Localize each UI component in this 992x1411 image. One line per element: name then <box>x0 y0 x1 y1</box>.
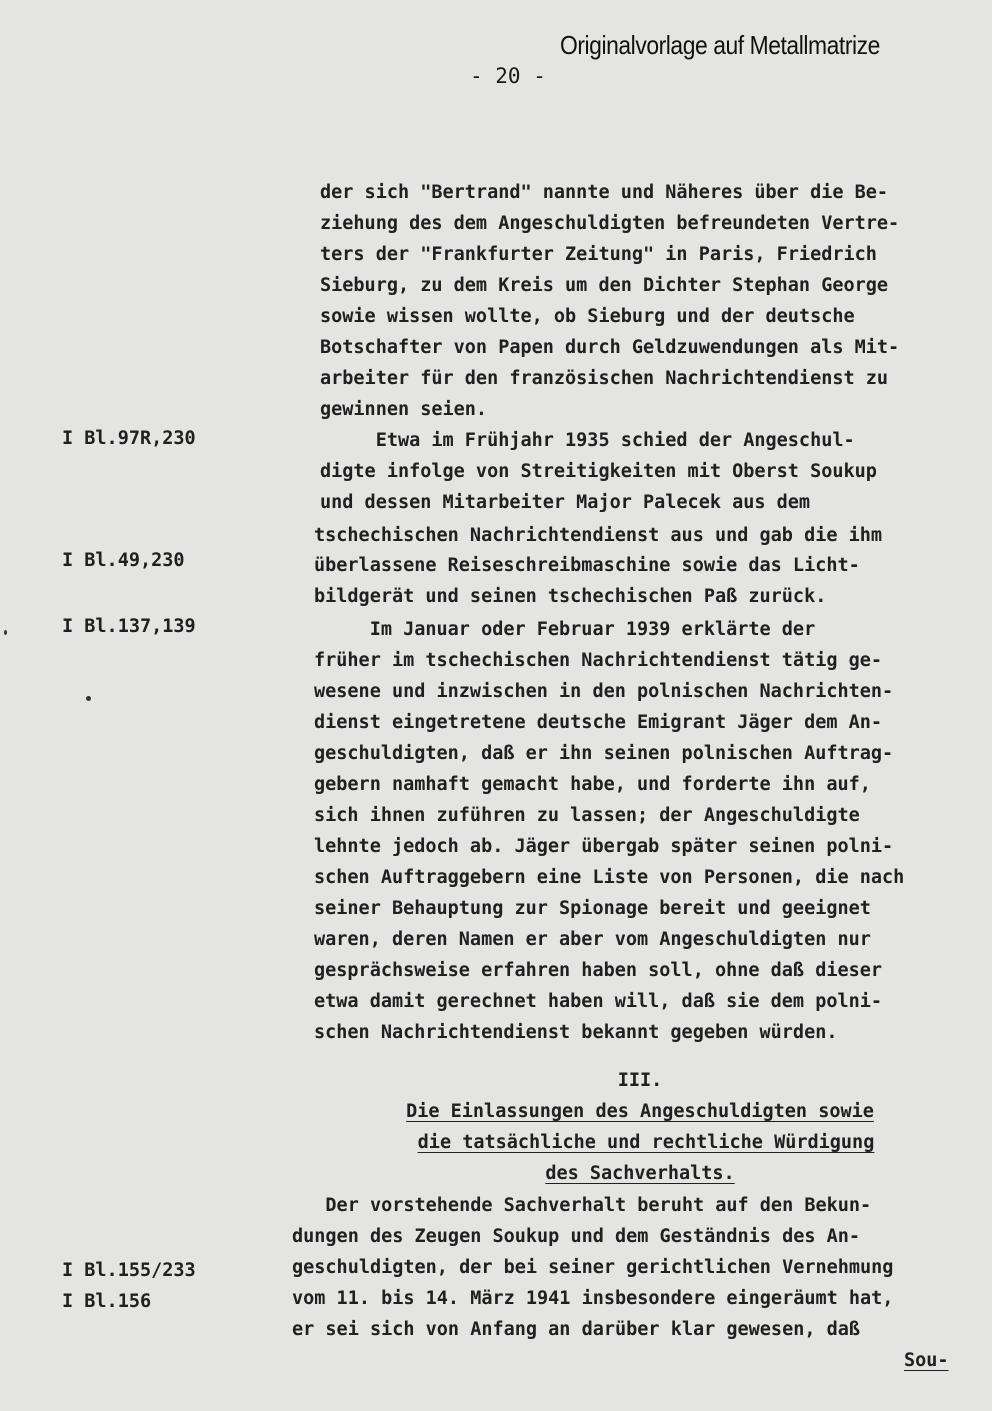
text-line: bildgerät und seinen tschechischen Paß zurück. <box>314 586 827 607</box>
text-line: Im Januar oder Februar 1939 erklärte der <box>314 619 816 640</box>
section-title-line: Die Einlassungen des Angeschuldigten sowie <box>406 1101 874 1122</box>
text-line: lehnte jedoch ab. Jäger übergab später seinen polni- <box>314 836 894 857</box>
text-line: sowie wissen wollte, ob Sieburg und der deutsche <box>320 306 855 327</box>
section-number: III. <box>617 1070 663 1091</box>
text-line: früher im tschechischen Nachrichtendienst tätig ge- <box>314 650 883 671</box>
text-line: er sei sich von Anfang an darüber klar gewesen, daß <box>292 1319 861 1340</box>
section-title-line: des Sachverhalts. <box>545 1163 735 1184</box>
text-line: geschuldigten, daß er ihn seinen polnischen Auftrag- <box>314 743 894 764</box>
text-line: dungen des Zeugen Soukup und dem Geständnis des An- <box>292 1226 861 1247</box>
margin-reference: I Bl.155/233 <box>62 1260 196 1281</box>
text-line: schen Nachrichtendienst bekannt gegeben würden. <box>314 1022 838 1043</box>
text-line: ziehung des dem Angeschuldigten befreundeten Vertre- <box>320 213 900 234</box>
margin-reference: I Bl.97R,230 <box>62 428 196 449</box>
margin-reference: I Bl.137,139 <box>62 616 196 637</box>
ink-speck <box>86 696 91 701</box>
text-line: geschuldigten, der bei seiner gerichtlichen Vernehmung <box>292 1257 894 1278</box>
page-number: - 20 - <box>470 64 546 88</box>
text-line: Etwa im Frühjahr 1935 schied der Angeschul- <box>320 430 855 451</box>
margin-reference: I Bl.49,230 <box>62 550 185 571</box>
text-line: der sich "Bertrand" nannte und Näheres über die Be- <box>320 182 889 203</box>
text-line: sich ihnen zuführen zu lassen; der Angeschuldigte <box>314 805 860 826</box>
text-line: und dessen Mitarbeiter Major Palecek aus dem <box>320 492 811 513</box>
section-title-line: die tatsächliche und rechtliche Würdigung <box>417 1132 875 1153</box>
text-line: vom 11. bis 14. März 1941 insbesondere eingeräumt hat, <box>292 1288 894 1309</box>
text-line: tschechischen Nachrichtendienst aus und gab die ihm <box>314 525 883 546</box>
text-line: überlassene Reiseschreibmaschine sowie das Licht- <box>314 555 860 576</box>
catchword: Sou- <box>904 1350 949 1371</box>
text-line: waren, deren Namen er aber vom Angeschuldigten nur <box>314 929 871 950</box>
text-line: etwa damit gerechnet haben will, daß sie dem polni- <box>314 991 883 1012</box>
text-line: arbeiter für den französischen Nachrichtendienst zu <box>320 368 889 389</box>
margin-reference: I Bl.156 <box>62 1291 152 1312</box>
text-line: wesene und inzwischen in den polnischen Nachrichten- <box>314 681 894 702</box>
text-line: gesprächsweise erfahren haben soll, ohne daß dieser <box>314 960 883 981</box>
text-line: schen Auftraggebern eine Liste von Personen, die nach <box>314 867 905 888</box>
text-line: dienst eingetretene deutsche Emigrant Jäger dem An- <box>314 712 883 733</box>
ink-speck <box>4 630 7 635</box>
text-line: ters der "Frankfurter Zeitung" in Paris, Friedrich <box>320 244 877 265</box>
stamp-original-template: Originalvorlage auf Metallmatrize <box>560 30 880 60</box>
text-line: Sieburg, zu dem Kreis um den Dichter Stephan George <box>320 275 889 296</box>
text-line: Der vorstehende Sachverhalt beruht auf den Bekun- <box>292 1195 872 1216</box>
text-line: gebern namhaft gemacht habe, und forderte ihn auf, <box>314 774 871 795</box>
text-line: digte infolge von Streitigkeiten mit Oberst Soukup <box>320 461 877 482</box>
text-line: gewinnen seien. <box>320 399 488 420</box>
text-line: Botschafter von Papen durch Geldzuwendungen als Mit- <box>320 337 900 358</box>
text-line: seiner Behauptung zur Spionage bereit und geeignet <box>314 898 871 919</box>
